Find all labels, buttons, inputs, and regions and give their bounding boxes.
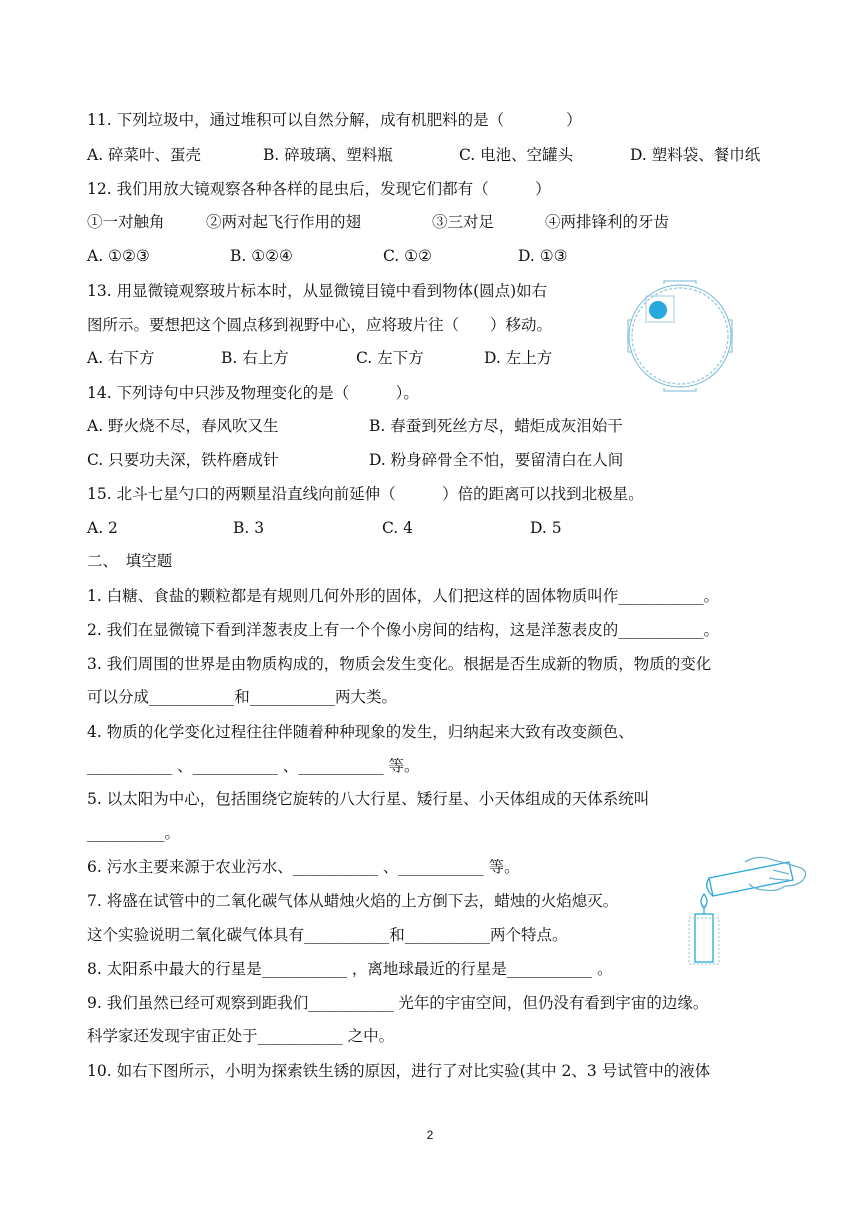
q12-item-3: ③三对足 <box>432 213 495 231</box>
fill-line-10: 7. 将盛在试管中的二氧化碳气体从蜡烛火焰的上方倒下去，蜡烛的火焰熄灭。 <box>87 892 619 910</box>
q11-option-a: A. 碎菜叶、蛋壳 <box>87 146 202 164</box>
q12-item-2: ②两对起飞行作用的翅 <box>206 213 362 231</box>
target-dot <box>649 301 667 319</box>
q14-option-d: D. 粉身碎骨全不怕，要留清白在人间 <box>369 451 624 469</box>
fill-line-14: 科学家还发现宇宙正处于___________ 之中。 <box>87 1027 395 1045</box>
q13-option-c: C. 左下方 <box>356 349 424 367</box>
q13-stem-line2: 图所示。要想把这个圆点移到视野中心，应将玻片往（ ）移动。 <box>87 316 553 334</box>
fill-line-6: ___________ 、___________ 、___________ 等。 <box>87 757 420 775</box>
section-heading: 二、 填空题 <box>87 552 173 570</box>
microscope-field-figure <box>624 280 736 392</box>
q15-option-a: A. 2 <box>87 519 118 537</box>
q11-option-d: D. 塑料袋、餐巾纸 <box>630 146 761 164</box>
fill-line-3: 3. 我们周围的世界是由物质构成的，物质会发生变化。根据是否生成新的物质，物质的变化 <box>87 655 712 673</box>
q15-option-d: D. 5 <box>530 519 562 537</box>
q11-option-b: B. 碎玻璃、塑料瓶 <box>263 146 393 164</box>
q12-option-d: D. ①③ <box>518 247 568 265</box>
q12-option-c: C. ①② <box>383 247 432 265</box>
candle-test-tube-figure <box>685 856 813 966</box>
fill-line-12: 8. 太阳系中最大的行星是___________ ，离地球最近的行星是___________ 。 <box>87 960 613 978</box>
fill-line-13: 9. 我们虽然已经可观察到距我们___________ 光年的宇宙空间，但仍没有看到宇宙的边缘。 <box>87 994 709 1012</box>
q12-stem: 12. 我们用放大镜观察各种各样的昆虫后，发现它们都有（ ） <box>87 180 551 198</box>
q14-option-a: A. 野火烧不尽，春风吹又生 <box>87 417 279 435</box>
q13-option-b: B. 右上方 <box>221 349 289 367</box>
q12-option-a: A. ①②③ <box>87 247 150 265</box>
q13-stem-line1: 13. 用显微镜观察玻片标本时，从显微镜目镜中看到物体(圆点)如右 <box>87 282 548 300</box>
q12-item-1: ①一对触角 <box>87 213 165 231</box>
fill-line-5: 4. 物质的化学变化过程往往伴随着种种现象的发生，归纳起来大致有改变颜色、 <box>87 723 634 741</box>
page-number: 2 <box>426 1128 434 1142</box>
fill-line-11: 这个实验说明二氧化碳气体具有___________和___________两个特点。 <box>87 926 568 944</box>
q11-stem: 11. 下列垃圾中，通过堆积可以自然分解，成有机肥料的是（ ） <box>87 111 582 129</box>
q15-stem: 15. 北斗七星勺口的两颗星沿直线向前延伸（ ）倍的距离可以找到北极星。 <box>87 485 644 503</box>
fill-line-2: 2. 我们在显微镜下看到洋葱表皮上有一个个像小房间的结构，这是洋葱表皮的___________。 <box>87 621 719 639</box>
fill-line-9: 6. 污水主要来源于农业污水、___________ 、___________ 等。 <box>87 858 520 876</box>
q13-option-d: D. 左上方 <box>484 349 553 367</box>
fill-line-8: __________。 <box>87 824 181 842</box>
q12-item-4: ④两排锋利的牙齿 <box>545 213 670 231</box>
fill-line-15: 10. 如右下图所示，小明为探索铁生锈的原因，进行了对比实验(其中 2、3 号试管中的液体 <box>87 1062 711 1080</box>
q14-option-c: C. 只要功夫深，铁杵磨成针 <box>87 451 279 469</box>
fill-line-7: 5. 以太阳为中心，包括围绕它旋转的八大行星、矮行星、小天体组成的天体系统叫 <box>87 790 650 808</box>
q15-option-c: C. 4 <box>382 519 414 537</box>
q15-option-b: B. 3 <box>233 519 265 537</box>
fill-line-4: 可以分成___________和___________两大类。 <box>87 688 398 706</box>
q12-option-b: B. ①②④ <box>230 247 293 265</box>
q13-option-a: A. 右下方 <box>87 349 155 367</box>
q11-option-c: C. 电池、空罐头 <box>459 146 574 164</box>
q14-stem: 14. 下列诗句中只涉及物理变化的是（ ）。 <box>87 384 419 402</box>
fill-line-1: 1. 白糖、食盐的颗粒都是有规则几何外形的固体，人们把这样的固体物质叫作___________。 <box>87 587 719 605</box>
q14-option-b: B. 春蚕到死丝方尽，蜡炬成灰泪始干 <box>369 417 623 435</box>
